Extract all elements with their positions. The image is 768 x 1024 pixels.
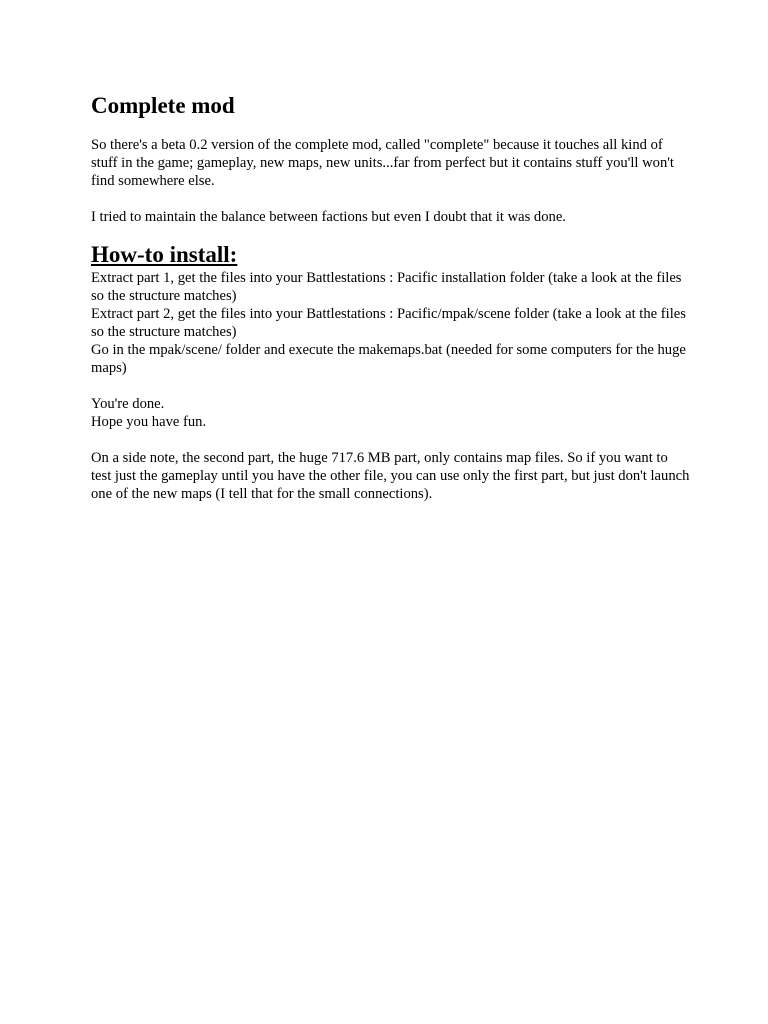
document-title: Complete mod — [91, 93, 235, 118]
document-page — [91, 92, 691, 503]
intro-paragraph-2: I tried to maintain the balance between factions but even I doubt that it was done. — [91, 209, 566, 225]
spacer — [91, 190, 691, 208]
spacer — [91, 431, 691, 449]
install-step-3: Go in the mpak/scene/ folder and execute the makemaps.bat (needed for some computers for the huge maps) — [91, 342, 686, 376]
install-heading: How-to install: — [91, 242, 238, 267]
install-step-2: Extract part 2, get the files into your Battlestations : Pacific/mpak/scene folder (take a look at the files so the structure matches) — [91, 306, 686, 340]
spacer — [91, 377, 691, 395]
outro-line-1: You're done. — [91, 396, 165, 412]
intro-paragraph-1: So there's a beta 0.2 version of the complete mod, called "complete" because it touches all kind of stuff in the game; gameplay, new maps, new units...far from perfect but it contains stuff you'll won't find somewhere else. — [91, 137, 674, 189]
side-note-paragraph: On a side note, the second part, the huge 717.6 MB part, only contains map files. So if you want to test just the gameplay until you have the other file, you can use only the first part, but just don't launch one of the new maps (I tell that for the small connections). — [91, 450, 690, 502]
outro-line-2: Hope you have fun. — [91, 414, 207, 430]
install-step-1: Extract part 1, get the files into your Battlestations : Pacific installation folder (take a look at the files so the structure matches) — [91, 270, 682, 304]
